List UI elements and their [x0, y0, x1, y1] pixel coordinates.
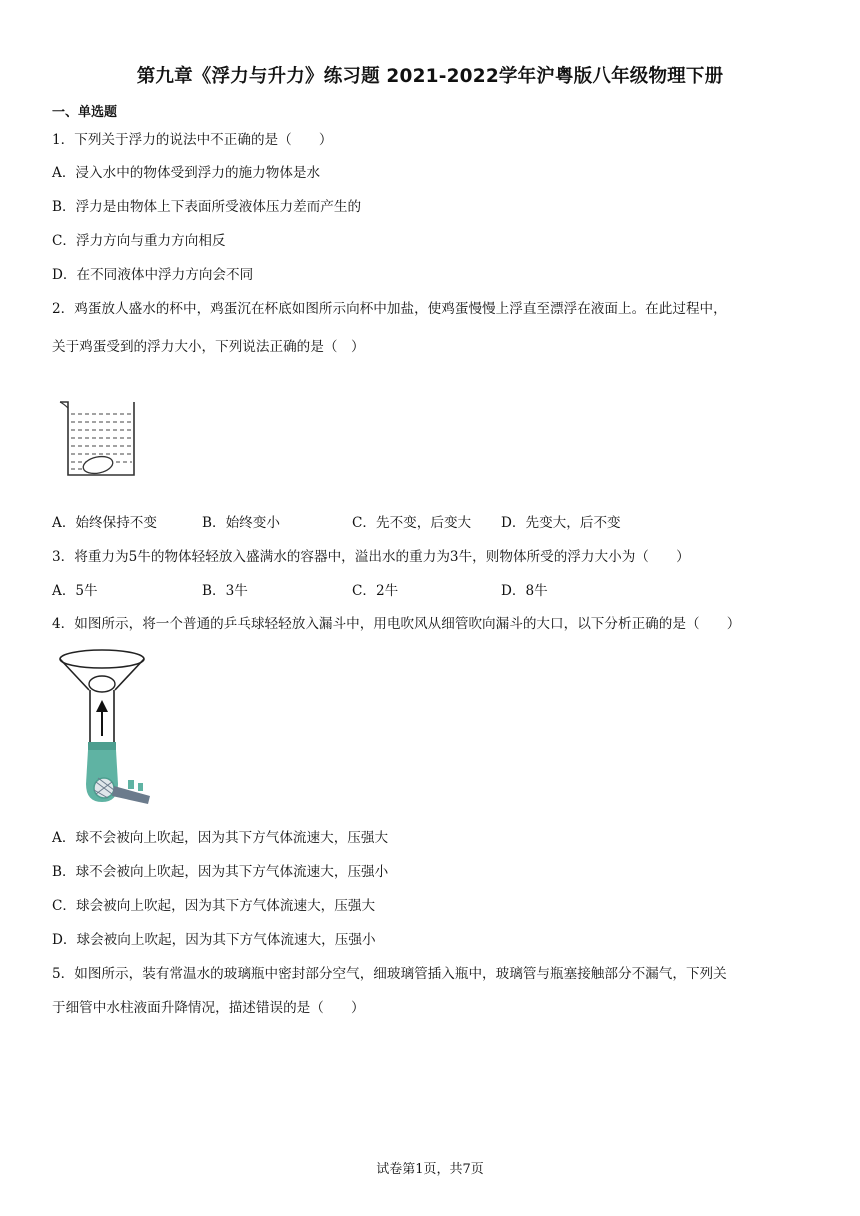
- question-2-option-c[interactable]: C．先不变，后变大: [352, 515, 472, 531]
- question-2-option-b[interactable]: B．始终变小: [202, 515, 280, 531]
- question-1-option-c[interactable]: C．浮力方向与重力方向相反: [52, 233, 226, 249]
- question-4-option-c[interactable]: C．球会被向上吹起，因为其下方气体流速大，压强大: [52, 898, 376, 914]
- question-4-option-a[interactable]: A．球不会被向上吹起，因为其下方气体流速大，压强大: [52, 830, 389, 846]
- question-1-option-a[interactable]: A．浸入水中的物体受到浮力的施力物体是水: [52, 165, 321, 181]
- question-1-option-d[interactable]: D．在不同液体中浮力方向会不同: [52, 267, 254, 283]
- question-5-stem-line-2: 于细管中水柱液面升降情况，描述错误的是（ ）: [52, 1000, 365, 1016]
- beaker-with-egg-figure: [58, 398, 140, 478]
- question-3-option-b[interactable]: B．3牛: [202, 583, 248, 599]
- question-3-option-a[interactable]: A．5牛: [52, 583, 98, 599]
- question-2-stem-line-2: 关于鸡蛋受到的浮力大小，下列说法正确的是（ ）: [52, 339, 365, 355]
- question-1-option-b[interactable]: B．浮力是由物体上下表面所受液体压力差而产生的: [52, 199, 362, 215]
- question-1-stem: 1．下列关于浮力的说法中不正确的是（ ）: [52, 132, 333, 148]
- question-4-option-d[interactable]: D．球会被向上吹起，因为其下方气体流速大，压强小: [52, 932, 376, 948]
- question-2-option-d[interactable]: D．先变大，后不变: [501, 515, 621, 531]
- page-footer: 试卷第1页，共7页: [376, 1162, 484, 1177]
- question-2-stem-line-1: 2．鸡蛋放人盛水的杯中，鸡蛋沉在杯底如图所示向杯中加盐，使鸡蛋慢慢上浮直至漂浮在液面上。在此过程中，: [52, 301, 727, 317]
- question-2-option-a[interactable]: A．始终保持不变: [52, 515, 157, 531]
- section-heading: 一、单选题: [52, 105, 118, 120]
- question-3-option-d[interactable]: D．8牛: [501, 583, 548, 599]
- question-3-option-c[interactable]: C．2牛: [352, 583, 399, 599]
- question-5-stem-line-1: 5．如图所示，装有常温水的玻璃瓶中密封部分空气，细玻璃管插入瓶中，玻璃管与瓶塞接触部分不漏气，下列关: [52, 966, 727, 982]
- funnel-hair-dryer-figure: [58, 646, 158, 808]
- question-3-stem: 3．将重力为5牛的物体轻轻放入盛满水的容器中，溢出水的重力为3牛，则物体所受的浮力大小为（ ）: [52, 549, 690, 565]
- question-4-option-b[interactable]: B．球不会被向上吹起，因为其下方气体流速大，压强小: [52, 864, 389, 880]
- question-4-stem: 4．如图所示，将一个普通的乒乓球轻轻放入漏斗中，用电吹风从细管吹向漏斗的大口，以下分析正确的是（ ）: [52, 616, 741, 632]
- page-title: 第九章《浮力与升力》练习题 2021-2022学年沪粤版八年级物理下册: [136, 66, 724, 87]
